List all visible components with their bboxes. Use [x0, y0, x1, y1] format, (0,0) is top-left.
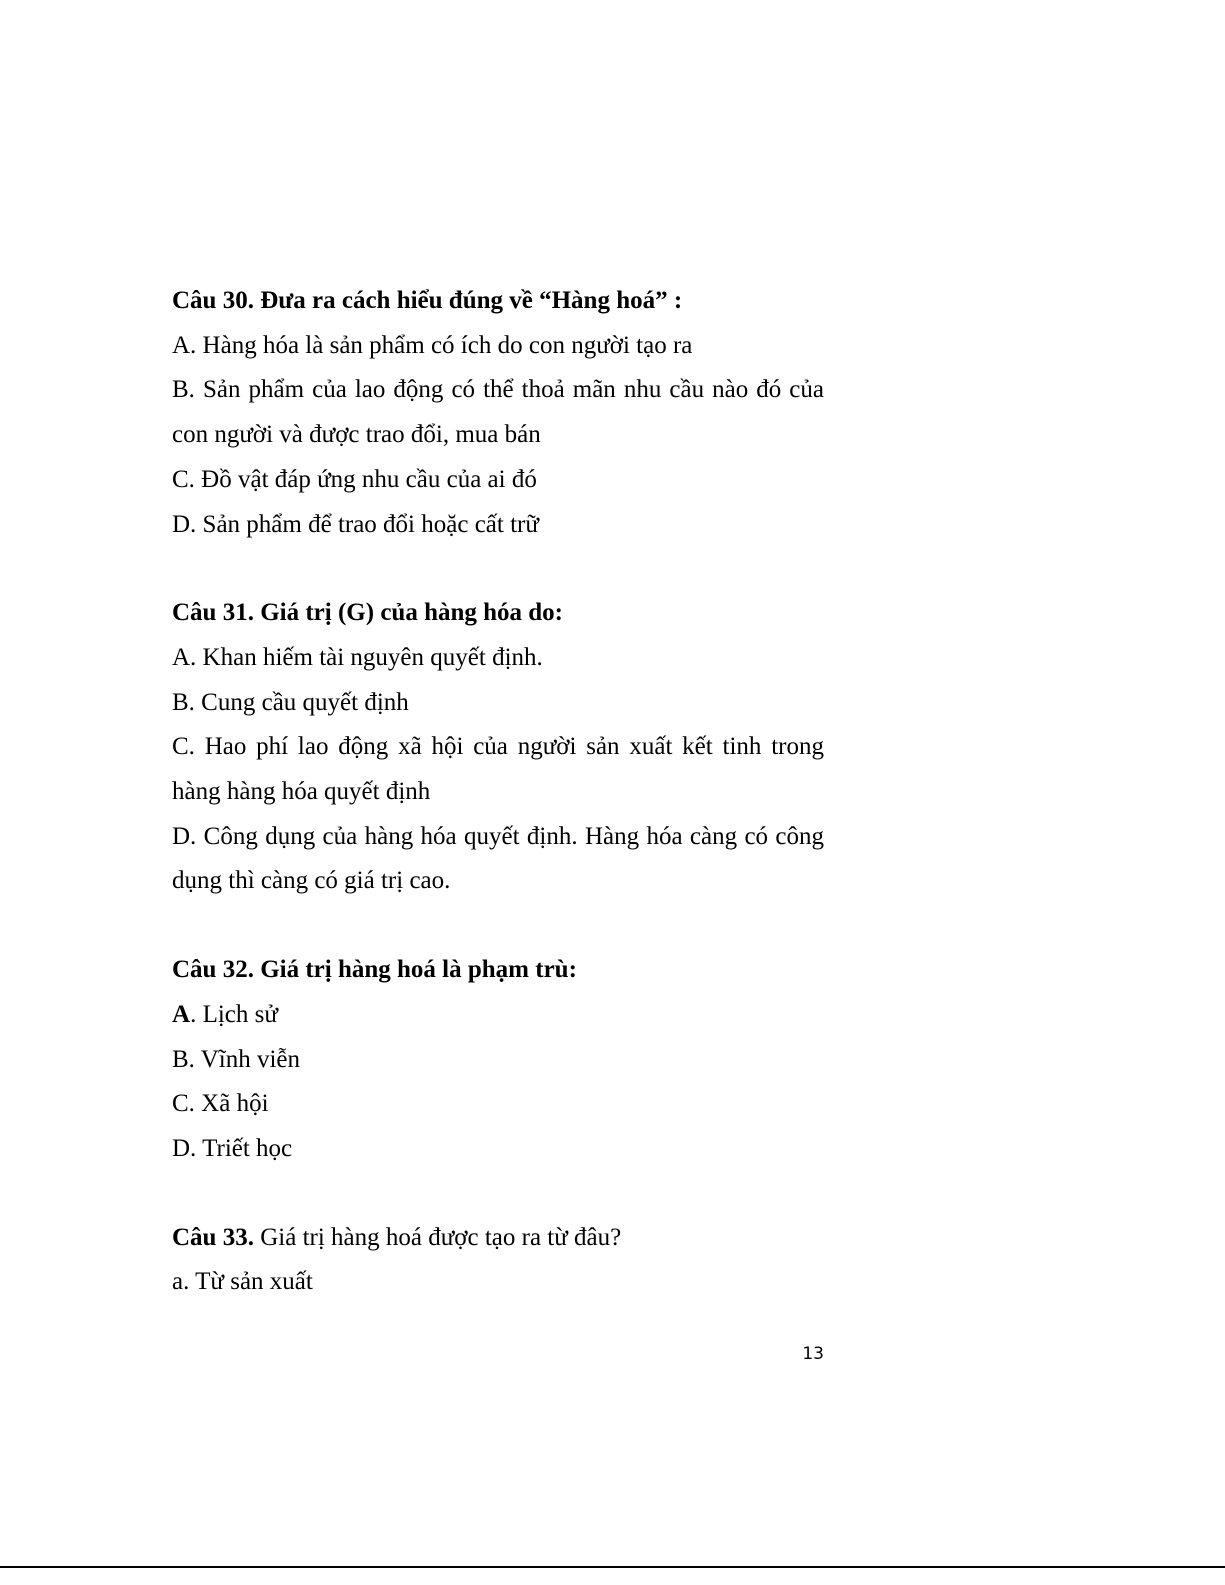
- answer-option: C. Xã hội: [172, 1090, 269, 1118]
- answer-option-letter: A: [172, 1000, 191, 1028]
- page-number: 13: [802, 1344, 824, 1364]
- question-text: Giá trị hàng hoá được tạo ra từ đâu?: [253, 1223, 622, 1251]
- answer-option: D. Triết học: [172, 1134, 293, 1162]
- question-31: [172, 591, 824, 904]
- answer-option: a. Từ sản xuất: [172, 1268, 313, 1296]
- question-30: [172, 279, 824, 547]
- question-32: [172, 948, 824, 1172]
- answer-option: A. Khan hiếm tài nguyên quyết định.: [172, 643, 543, 671]
- answer-option: A. Hàng hóa là sản phẩm có ích do con người tạo ra: [172, 331, 693, 359]
- answer-option: D. Sản phẩm để trao đổi hoặc cất trữ: [172, 510, 539, 538]
- question-33: [172, 1216, 824, 1305]
- question-title: Câu 32. Giá trị hàng hoá là phạm trù:: [172, 956, 577, 984]
- answer-option: B. Sản phẩm của lao động có thể thoả mãn nhu cầu nào đó của con người và được trao đổi, mua bán: [172, 376, 824, 449]
- answer-option: D. Công dụng của hàng hóa quyết định. Hàng hóa càng có công dụng thì càng có giá trị cao.: [172, 822, 824, 895]
- question-title: Câu 31. Giá trị (G) của hàng hóa do:: [172, 599, 564, 627]
- question-title: Câu 30. Đưa ra cách hiểu đúng về “Hàng hoá” :: [172, 287, 683, 314]
- answer-option: B. Cung cầu quyết định: [172, 688, 409, 716]
- answer-option: C. Đồ vật đáp ứng nhu cầu của ai đó: [172, 465, 537, 493]
- answer-option: B. Vĩnh viễn: [172, 1045, 301, 1073]
- answer-option: [172, 993, 824, 1038]
- page-bottom-divider: [0, 1566, 1225, 1568]
- answer-option-text: . Lịch sử: [190, 1000, 278, 1028]
- page-content: [172, 279, 824, 1305]
- question-title: [172, 1216, 824, 1261]
- question-number: Câu 33.: [172, 1223, 254, 1251]
- answer-option: C. Hao phí lao động xã hội của người sản xuất kết tinh trong hàng hàng hóa quyết định: [172, 733, 824, 806]
